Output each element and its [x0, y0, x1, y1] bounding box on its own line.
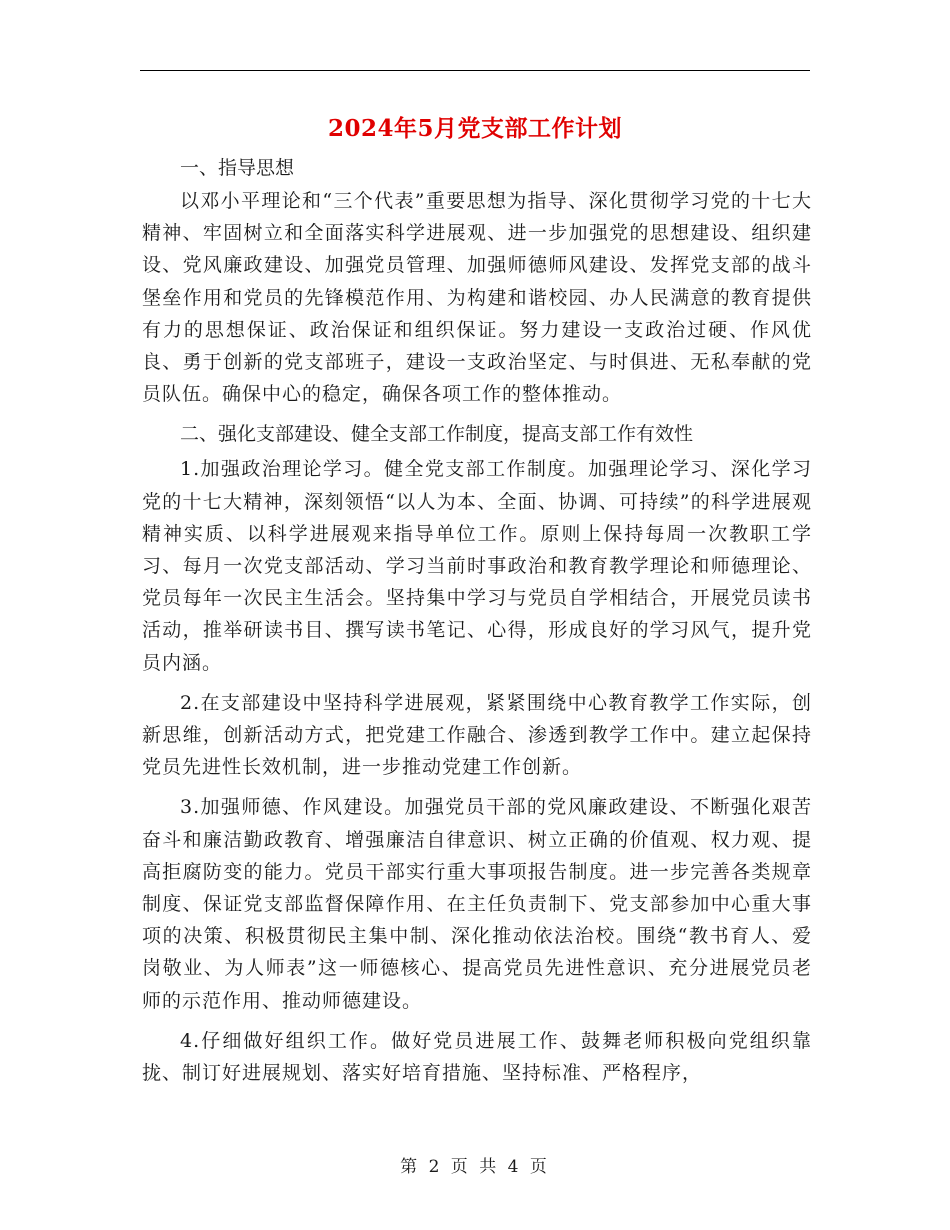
section-heading-guiding-thought: 一、指导思想 — [180, 157, 295, 179]
section-heading-branch-building: 二、强化支部建设、健全支部工作制度，提高支部工作有效性 — [180, 423, 694, 446]
paragraph-item-1: 1.加强政治理论学习。健全党支部工作制度。加强理论学习、深化学习党的十七大精神，深刻领悟“以人为本、全面、协调、可持续”的科学进展观精神实质、以科学进展观来指导单位工作。原则上保持每周一次教职工学习、每月一次党支部活动、学习当前时事政治和教育教学理论和师德理论、党员每年一次民主生活会。坚持集中学习与党员自学相结合，开展党员读书活动，推举研读书目、撰写读书笔记、心得，形成良好的学习风气，提升党员内涵。 — [142, 458, 812, 674]
document-title: 2024年5月党支部工作计划 — [327, 115, 623, 142]
paragraph-guiding-thought: 以邓小平理论和“三个代表”重要思想为指导、深化贯彻学习党的十七大精神、牢固树立和全面落实科学进展观、进一步加强党的思想建设、组织建设、党风廉政建设、加强党员管理、加强师德师风建设、发挥党支部的战斗堡垒作用和党员的先锋模范作用、为构建和谐校园、办人民满意的教育提供有力的思想保证、政治保证和组织保证。努力建设一支政治过硬、作风优良、勇于创新的党支部班子，建设一支政治坚定、与时俱进、无私奉献的党员队伍。确保中心的稳定，确保各项工作的整体推动。 — [142, 190, 812, 406]
header-rule — [140, 70, 810, 71]
paragraph-item-2: 2.在支部建设中坚持科学进展观，紧紧围绕中心教育教学工作实际，创新思维，创新活动方式，把党建工作融合、渗透到教学工作中。建立起保持党员先进性长效机制，进一步推动党建工作创新。 — [142, 691, 812, 779]
paragraph-item-3: 3.加强师德、作风建设。加强党员干部的党风廉政建设、不断强化艰苦奋斗和廉洁勤政教育、增强廉洁自律意识、树立正确的价值观、权力观、提高拒腐防变的能力。党员干部实行重大事项报告制度。进一步完善各类规章制度、保证党支部监督保障作用、在主任负责制下、党支部参加中心重大事项的决策、积极贯彻民主集中制、深化推动依法治校。围绕“教书育人、爱岗敬业、为人师表”这一师德核心、提高党员先进性意识、充分进展党员老师的示范作用、推动师德建设。 — [142, 796, 812, 1012]
page-footer: 第 2 页 共 4 页 — [400, 1157, 550, 1177]
document-body — [142, 152, 812, 1097]
paragraph-item-4: 4.仔细做好组织工作。做好党员进展工作、鼓舞老师积极向党组织靠拢、制订好进展规划、落实好培育措施、坚持标准、严格程序， — [142, 1029, 812, 1085]
